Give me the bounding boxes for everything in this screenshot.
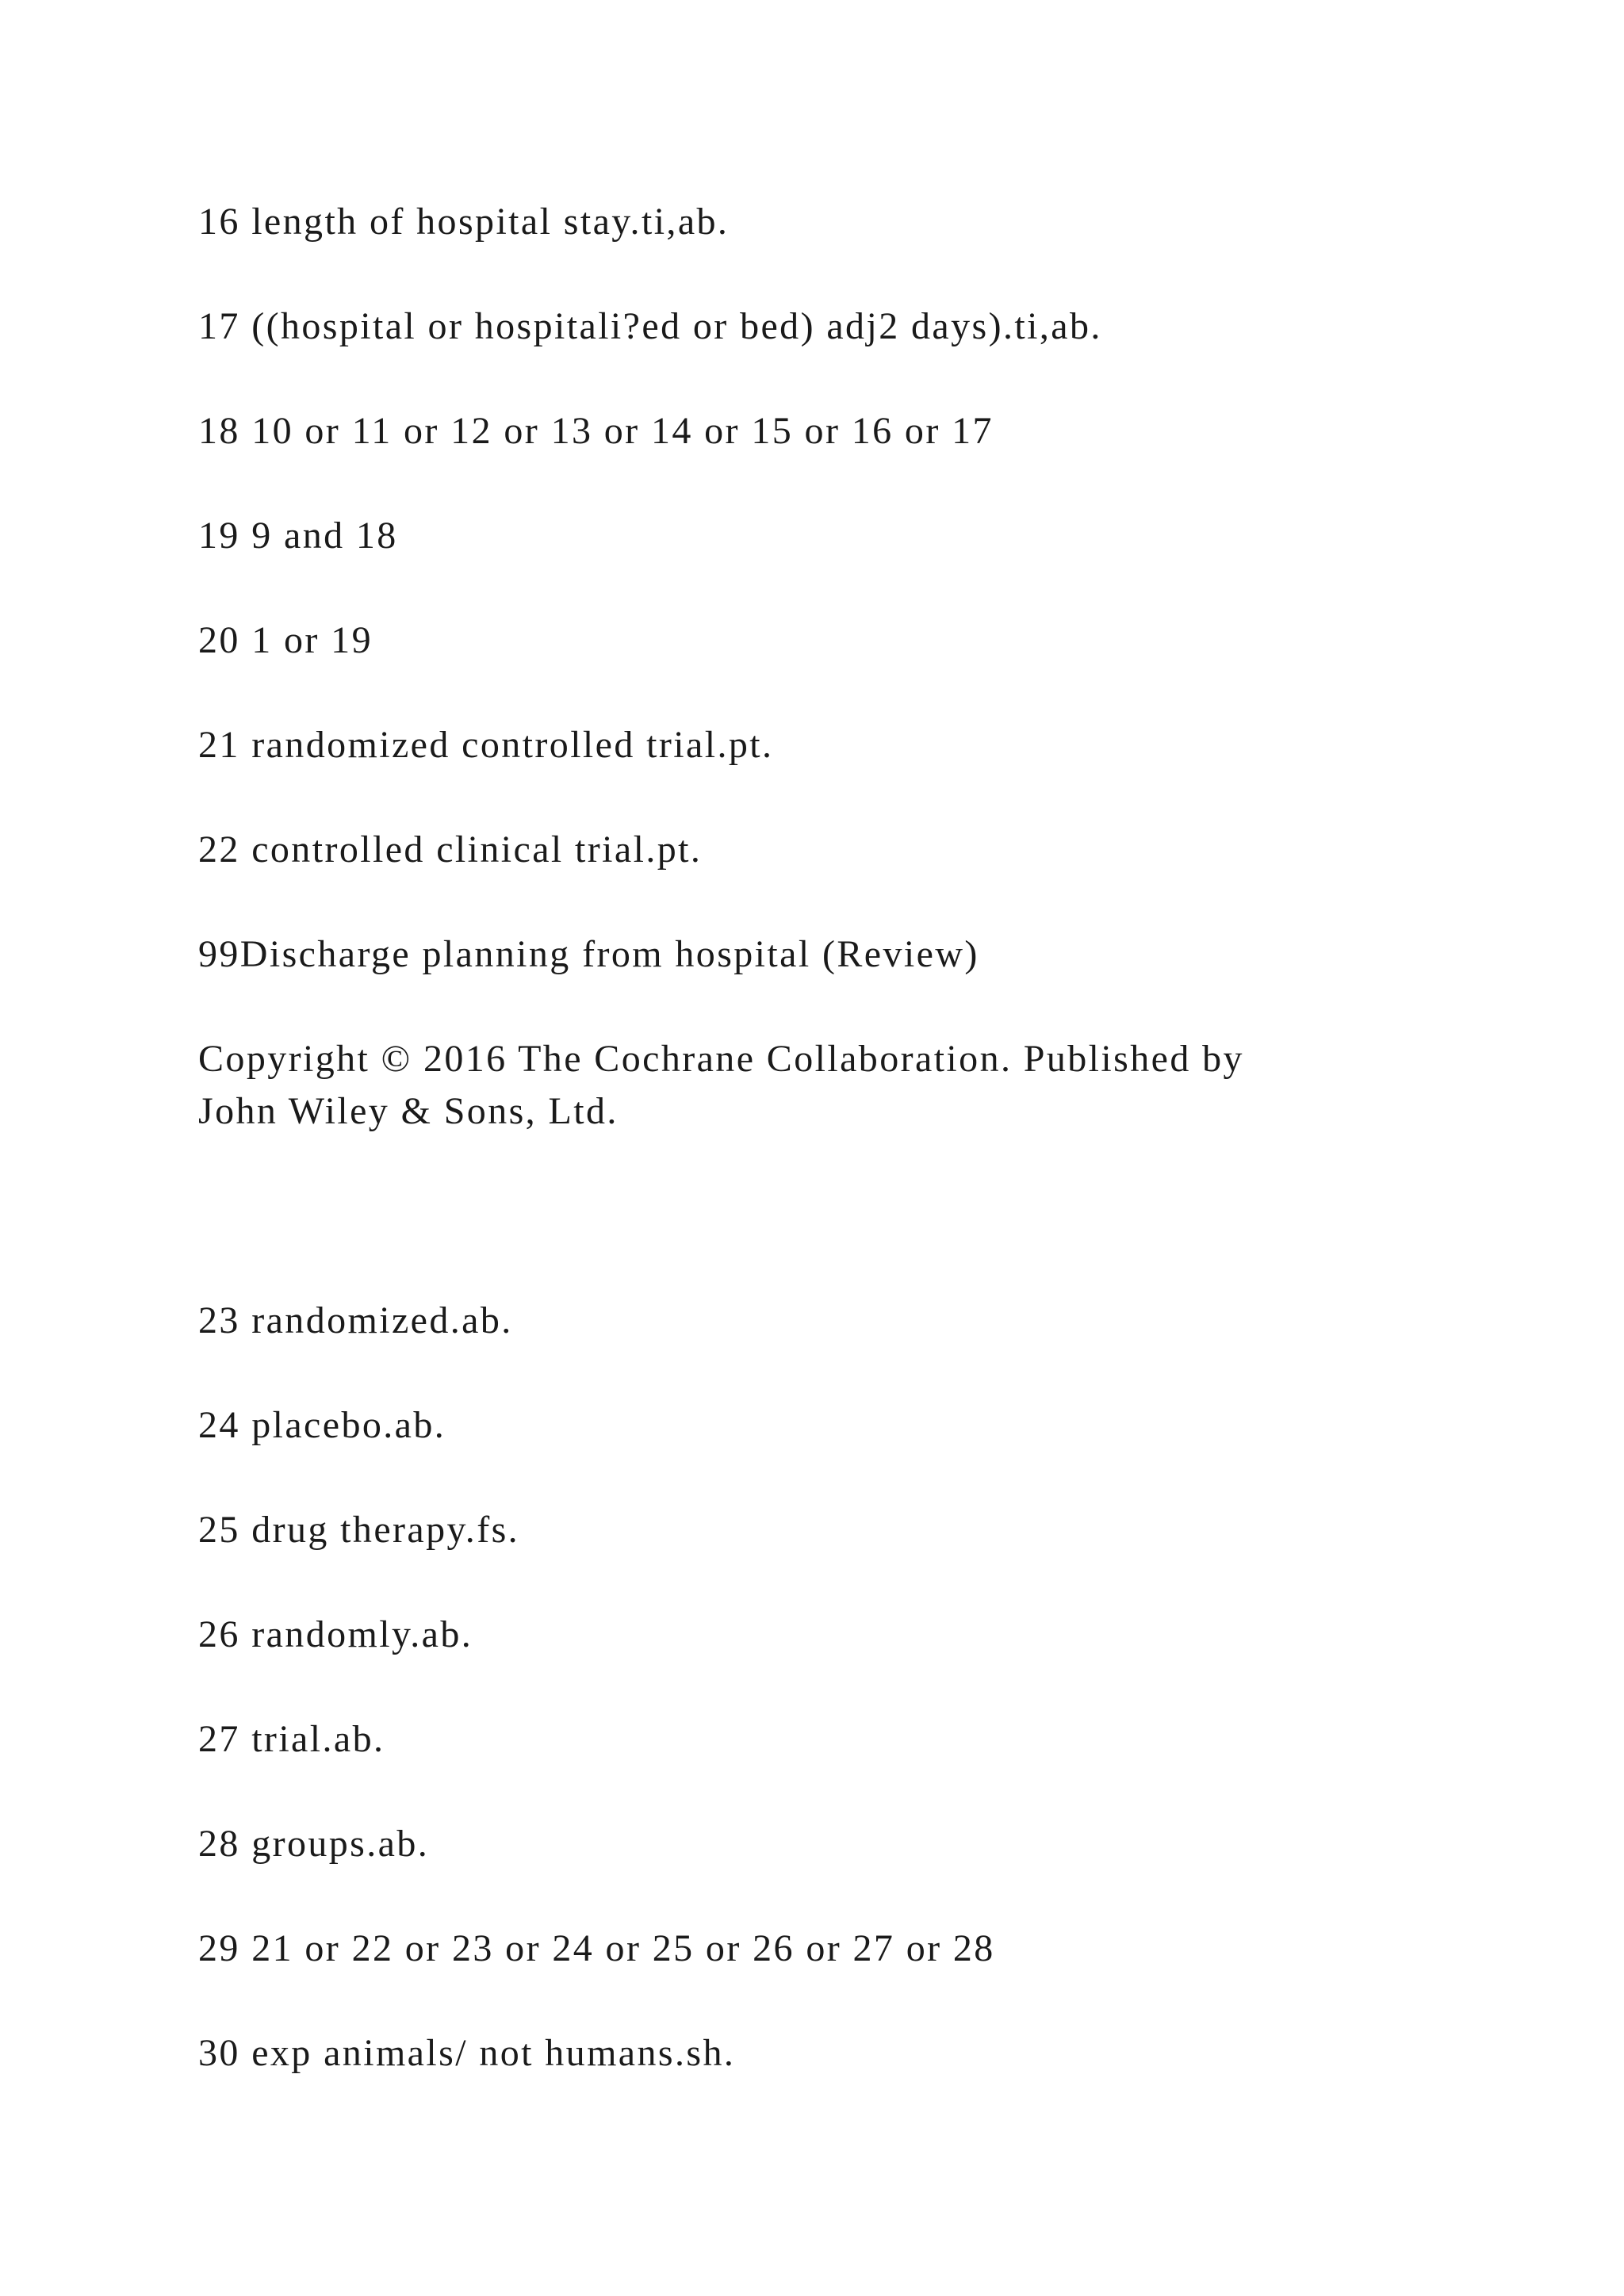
search-line-21: 21 randomized controlled trial.pt. [198,724,774,766]
search-line-17: 17 ((hospital or hospitali?ed or bed) adj2 days).ti,ab. [198,305,1102,347]
search-line-27: 27 trial.ab. [198,1718,385,1760]
running-title: 99Discharge planning from hospital (Review) [198,933,979,975]
search-line-26: 26 randomly.ab. [198,1613,473,1655]
copyright-line-1: Copyright © 2016 The Cochrane Collaboration. Published by [198,1038,1244,1080]
search-line-22: 22 controlled clinical trial.pt. [198,828,703,871]
search-line-30: 30 exp animals/ not humans.sh. [198,2032,736,2074]
search-line-28: 28 groups.ab. [198,1823,430,1865]
copyright-line-2: John Wiley & Sons, Ltd. [198,1090,619,1132]
search-line-23: 23 randomized.ab. [198,1299,513,1341]
search-line-25: 25 drug therapy.fs. [198,1509,520,1551]
search-line-16: 16 length of hospital stay.ti,ab. [198,201,730,243]
search-line-29: 29 21 or 22 or 23 or 24 or 25 or 26 or 27 or 28 [198,1927,995,1969]
search-line-18: 18 10 or 11 or 12 or 13 or 14 or 15 or 16 or 17 [198,410,994,452]
search-line-20: 20 1 or 19 [198,619,373,661]
search-line-19: 19 9 and 18 [198,515,398,557]
search-line-24: 24 placebo.ab. [198,1404,446,1446]
